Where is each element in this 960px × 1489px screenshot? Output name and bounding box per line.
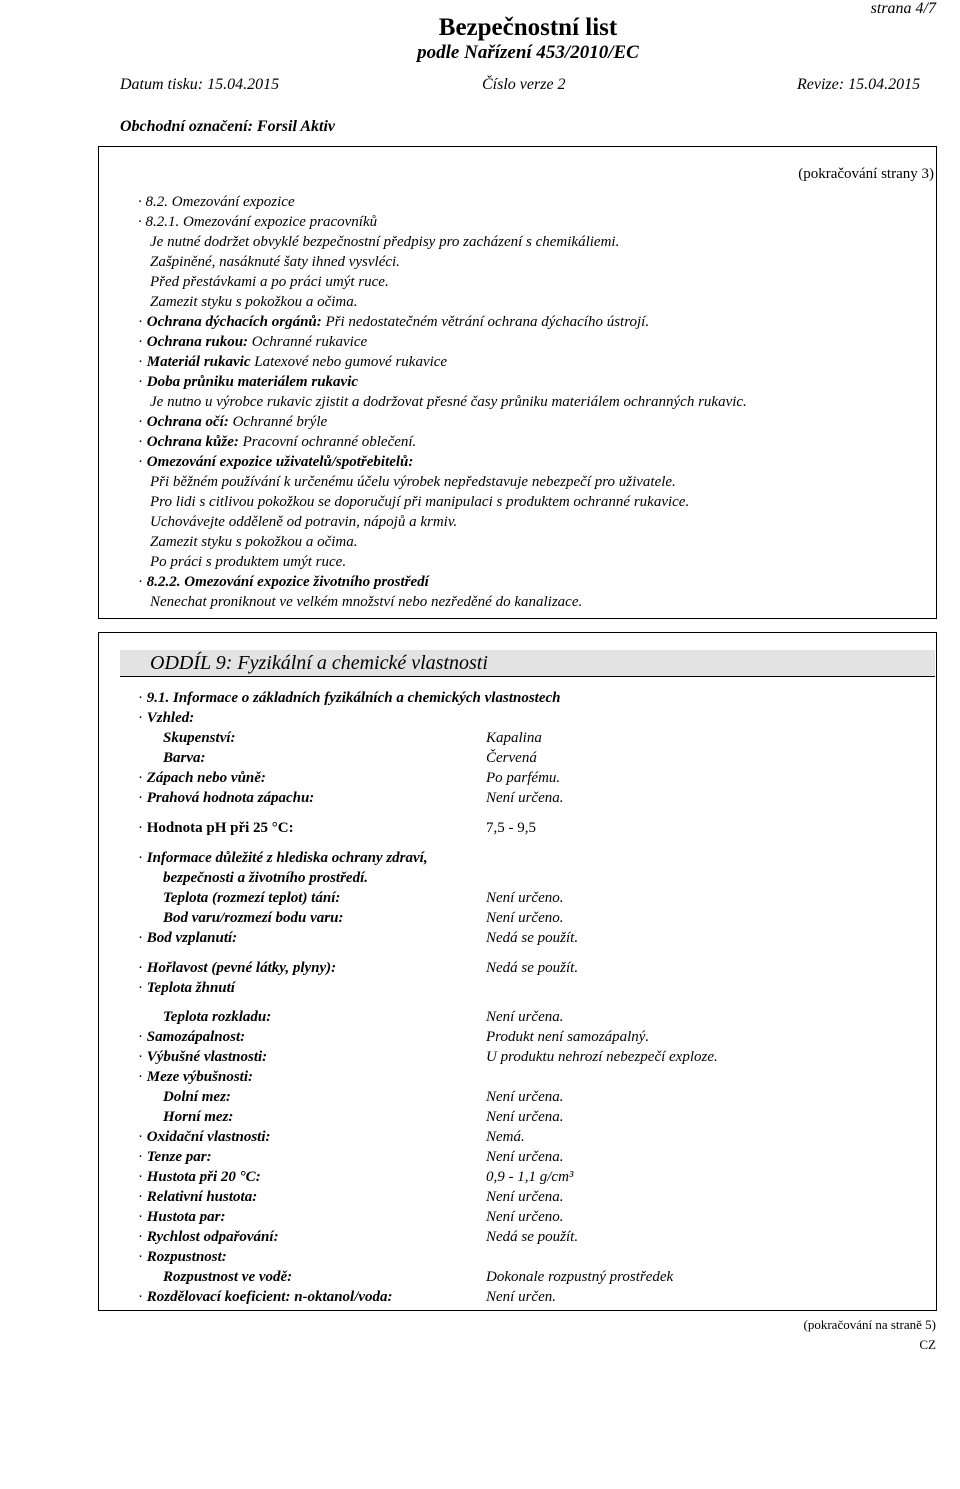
trade-name: Obchodní označení: Forsil Aktiv: [120, 118, 335, 135]
section9-right-border: [936, 632, 937, 1311]
s821-heading: · 8.2.1. Omezování expozice pracovníků: [138, 214, 378, 230]
language-code: CZ: [919, 1337, 936, 1352]
property-value: Není určeno.: [486, 1209, 564, 1225]
glove-material: · Materiál rukavic Latexové nebo gumové rukavice: [138, 354, 448, 370]
property-value: Produkt není samozápalný.: [486, 1029, 650, 1045]
property-label: · Rychlost odpařování:: [138, 1229, 279, 1245]
property-value: Nedá se použít.: [486, 1229, 579, 1245]
continued-from-note: (pokračování strany 3): [798, 166, 934, 182]
property-label: · Vzhled:: [138, 710, 195, 726]
property-value: Není určena.: [486, 790, 564, 806]
section8-bottom-border: [98, 618, 937, 619]
property-label: Teplota rozkladu:: [163, 1009, 272, 1025]
property-label: Teplota (rozmezí teplot) tání:: [163, 890, 341, 906]
paragraph: Pro lidi s citlivou pokožkou se doporučují při manipulaci s produktem ochranné rukavice.: [150, 494, 690, 510]
property-label: · Meze výbušnosti:: [138, 1069, 253, 1085]
property-value: Není určeno.: [486, 890, 564, 906]
breakthrough-time: · Doba průniku materiálem rukavic: [138, 374, 359, 390]
property-label: · Hořlavost (pevné látky, plyny):: [138, 960, 337, 976]
property-label: · Prahová hodnota zápachu:: [138, 790, 315, 806]
paragraph: Nenechat proniknout ve velkém množství nebo nezředěné do kanalizace.: [150, 594, 583, 610]
consumer-exposure: · Omezování expozice uživatelů/spotřebitelů:: [138, 454, 414, 470]
property-value: Dokonale rozpustný prostředek: [486, 1269, 674, 1285]
property-value: Nedá se použít.: [486, 930, 579, 946]
property-value: Není určen.: [486, 1289, 556, 1305]
paragraph: Po práci s produktem umýt ruce.: [150, 554, 347, 570]
paragraph: Je nutno u výrobce rukavic zjistit a dodržovat přesné časy průniku materiálem ochranných rukavic.: [150, 394, 747, 410]
property-value: Není určena.: [486, 1089, 564, 1105]
property-value: Po parfému.: [486, 770, 561, 786]
property-label: · Zápach nebo vůně:: [138, 770, 266, 786]
property-value: Není určeno.: [486, 910, 564, 926]
s91-heading: · 9.1. Informace o základních fyzikálních a chemických vlastnostech: [138, 690, 561, 706]
paragraph: Zamezit styku s pokožkou a očima.: [150, 294, 358, 310]
property-value: 0,9 - 1,1 g/cm³: [486, 1169, 574, 1185]
paragraph: Je nutné dodržet obvyklé bezpečnostní předpisy pro zacházení s chemikáliemi.: [150, 234, 620, 250]
s82-heading: · 8.2. Omezování expozice: [138, 194, 295, 210]
property-label: · Hodnota pH při 25 °C:: [138, 820, 294, 836]
document-subtitle: podle Nařízení 453/2010/EC: [417, 42, 639, 63]
property-value: U produktu nehrozí nebezpečí exploze.: [486, 1049, 718, 1065]
property-label: · Tenze par:: [138, 1149, 212, 1165]
paragraph: Před přestávkami a po práci umýt ruce.: [150, 274, 389, 290]
paragraph: Zašpiněné, nasáknuté šaty ihned vysvléci.: [150, 254, 400, 270]
property-label: · Hustota při 20 °C:: [138, 1169, 261, 1185]
eye-protection: · Ochrana očí: Ochranné brýle: [138, 414, 328, 430]
section9-bottom-border: [98, 1310, 937, 1311]
property-label: Bod varu/rozmezí bodu varu:: [163, 910, 344, 926]
paragraph: Uchovávejte odděleně od potravin, nápojů a krmiv.: [150, 514, 458, 530]
property-value: 7,5 - 9,5: [486, 820, 536, 836]
section8-left-border: [98, 147, 99, 619]
continued-note: (pokračování na straně 5): [803, 1317, 936, 1332]
respiratory-protection: · Ochrana dýchacích orgánů: Při nedostatečném větrání ochrana dýchacího ústrojí.: [138, 314, 650, 330]
print-date: Datum tisku: 15.04.2015: [120, 76, 280, 93]
property-label: · Hustota par:: [138, 1209, 226, 1225]
section8-right-border: [936, 147, 937, 619]
property-label: · Oxidační vlastnosti:: [138, 1129, 271, 1145]
property-value: Není určena.: [486, 1009, 564, 1025]
section9-title: ODDÍL 9: Fyzikální a chemické vlastnosti: [150, 652, 488, 674]
paragraph: Při běžném používání k určenému účelu výrobek nepředstavuje nebezpečí pro uživatele.: [150, 474, 676, 490]
property-value: Není určena.: [486, 1189, 564, 1205]
property-label: bezpečnosti a životního prostředí.: [163, 870, 369, 886]
section9-top-border: [98, 632, 937, 633]
revision-date: Revize: 15.04.2015: [797, 76, 921, 93]
property-value: Červená: [486, 750, 537, 766]
property-label: · Výbušné vlastnosti:: [138, 1049, 268, 1065]
property-label: · Samozápalnost:: [138, 1029, 246, 1045]
property-label: Barva:: [163, 750, 206, 766]
skin-protection: · Ochrana kůže: Pracovní ochranné oblečení.: [138, 434, 417, 450]
hand-protection: · Ochrana rukou: Ochranné rukavice: [138, 334, 368, 350]
property-label: Skupenství:: [163, 730, 236, 746]
property-label: · Rozdělovací koeficient: n-oktanol/voda:: [138, 1289, 393, 1305]
property-label: · Informace důležité z hlediska ochrany zdraví,: [138, 850, 428, 866]
property-value: Není určena.: [486, 1149, 564, 1165]
property-label: · Teplota žhnutí: [138, 980, 235, 996]
property-value: Nedá se použít.: [486, 960, 579, 976]
property-label: Horní mez:: [163, 1109, 234, 1125]
property-label: · Relativní hustota:: [138, 1189, 258, 1205]
section9-left-border: [98, 632, 99, 1311]
property-value: Není určena.: [486, 1109, 564, 1125]
s822-heading: · 8.2.2. Omezování expozice životního prostředí: [138, 574, 429, 590]
version-number: Číslo verze 2: [482, 76, 566, 93]
property-label: · Bod vzplanutí:: [138, 930, 238, 946]
page-number: strana 4/7: [870, 0, 936, 17]
header-divider: [98, 146, 937, 147]
section9-title-underline: [120, 676, 935, 677]
property-value: Nemá.: [486, 1129, 525, 1145]
paragraph: Zamezit styku s pokožkou a očima.: [150, 534, 358, 550]
property-value: Kapalina: [486, 730, 542, 746]
property-label: Dolní mez:: [163, 1089, 231, 1105]
property-label: · Rozpustnost:: [138, 1249, 227, 1265]
property-label: Rozpustnost ve vodě:: [163, 1269, 293, 1285]
document-title: Bezpečnostní list: [438, 14, 618, 41]
